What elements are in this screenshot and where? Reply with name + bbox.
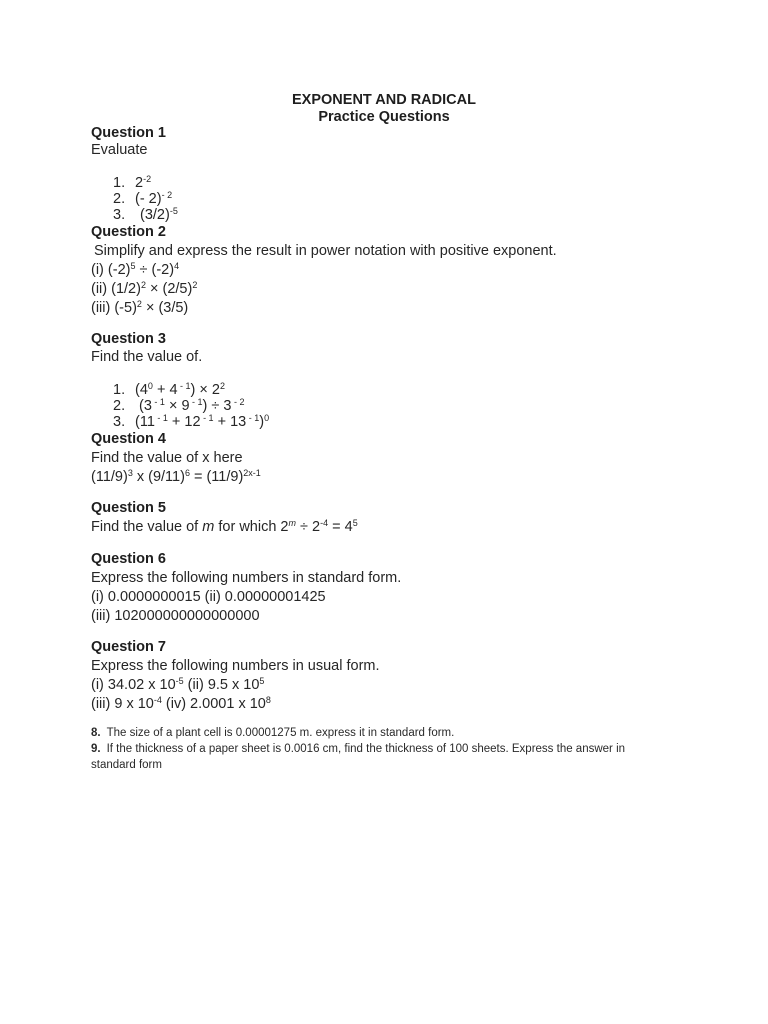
expression-text: (4 (135, 382, 148, 398)
question-2-heading: Question 2 (91, 224, 166, 240)
page-title: EXPONENT AND RADICAL (292, 92, 476, 108)
exponent: - 2 (231, 397, 245, 407)
question-number: 8. (91, 727, 101, 739)
exponent: 2 (140, 280, 146, 290)
exponent: -4 (320, 518, 329, 528)
exponent: 5 (259, 676, 265, 686)
expression-text: (11/9) (91, 469, 128, 485)
item-number: 1. (113, 175, 126, 191)
exponent: -4 (153, 695, 162, 705)
expression-text: ) ÷ 3 (202, 398, 232, 414)
exponent: - 1 (200, 413, 214, 423)
exponent: - 2 (161, 190, 173, 200)
exponent: 5 (352, 518, 358, 528)
question-2-instruction: Simplify and express the result in power notation with positive exponent. (94, 243, 557, 259)
question-6-instruction: Express the following numbers in standard form. (91, 570, 402, 586)
expression-text: + 12 (167, 414, 201, 430)
expression-text: = (11/9) (189, 469, 244, 485)
question-6-heading: Question 6 (91, 551, 166, 567)
question-1-instruction: Evaluate (91, 142, 148, 158)
question-3-item-1 (113, 382, 225, 398)
question-6-line-2: (iii) 102000000000000000 (91, 608, 260, 624)
question-9 (91, 741, 661, 773)
question-3-instruction: Find the value of. (91, 349, 203, 365)
exponent: - 1 (154, 413, 168, 423)
question-2-part-ii (91, 281, 197, 297)
question-text: If the thickness of a paper sheet is 0.0016 cm, find the thickness of 100 sheets. Express the answer in standard form (91, 743, 626, 771)
expression-text: (3 (135, 398, 152, 414)
exponent: -2 (143, 174, 152, 184)
expression-text: × (3/5) (141, 300, 189, 316)
question-2-part-iii (91, 300, 188, 316)
question-3-item-2 (113, 398, 244, 414)
question-3-heading: Question 3 (91, 331, 166, 347)
page-subtitle: Practice Questions (318, 109, 450, 125)
exponent: -5 (175, 676, 184, 686)
expression-text: = 4 (328, 519, 353, 535)
question-1-heading: Question 1 (91, 125, 166, 141)
question-1-item-1 (113, 175, 151, 191)
expression-text: (i) 34.02 x 10 (91, 677, 176, 693)
exponent: 2x-1 (243, 468, 261, 478)
expression-text: (11 (135, 414, 155, 430)
question-5-heading: Question 5 (91, 500, 166, 516)
exponent: - 1 (177, 381, 191, 391)
question-7-line-2 (91, 696, 271, 712)
exponent: - 1 (246, 413, 260, 423)
expression-text: (ii) 9.5 x 10 (183, 677, 260, 693)
item-number: 1. (113, 382, 126, 398)
exponent: m (288, 518, 296, 528)
expression-base: (3/2) (140, 207, 170, 223)
exponent: 3 (127, 468, 133, 478)
expression-text: × 9 (164, 398, 190, 414)
exponent: - 1 (151, 397, 165, 407)
expression-text: (ii) (1/2) (91, 281, 141, 297)
expression-base: 2 (135, 175, 144, 191)
exponent: 2 (219, 381, 225, 391)
item-number: 2. (113, 398, 126, 414)
question-number: 9. (91, 743, 101, 755)
expression-text: (iii) 9 x 10 (91, 696, 154, 712)
exponent: - 1 (189, 397, 203, 407)
exponent: 4 (174, 261, 180, 271)
question-7-heading: Question 7 (91, 639, 166, 655)
expression-text: ÷ (-2) (135, 262, 175, 278)
exponent: 5 (130, 261, 136, 271)
question-1-item-3 (113, 207, 178, 223)
question-4-equation (91, 469, 261, 485)
expression-text: ) × 2 (190, 382, 220, 398)
expression-text: x (9/11) (132, 469, 185, 485)
question-text: The size of a plant cell is 0.00001275 m. express it in standard form. (106, 727, 455, 739)
expression-text: + 13 (213, 414, 247, 430)
expression-text: ) (259, 414, 265, 430)
expression-text: × (2/5) (145, 281, 193, 297)
question-4-heading: Question 4 (91, 431, 166, 447)
variable: m (202, 519, 215, 535)
question-7-instruction: Express the following numbers in usual form. (91, 658, 380, 674)
expression-text: (iii) (-5) (91, 300, 137, 316)
exponent: 2 (136, 299, 142, 309)
expression-text: (i) (-2) (91, 262, 131, 278)
question-5-equation (91, 519, 358, 535)
expression-text: + 4 (152, 382, 178, 398)
exponent: 2 (192, 280, 198, 290)
exponent: 0 (264, 413, 270, 423)
exponent: -5 (169, 206, 178, 216)
exponent: 8 (265, 695, 271, 705)
expression-text: ÷ 2 (296, 519, 321, 535)
expression-text: (iv) 2.0001 x 10 (161, 696, 266, 712)
expression-text: for which 2 (214, 519, 289, 535)
question-2-part-i (91, 262, 179, 278)
question-6-line-1: (i) 0.0000000015 (ii) 0.00000001425 (91, 589, 326, 605)
expression-base: (- 2) (135, 191, 162, 207)
question-8 (91, 727, 454, 739)
exponent: 6 (184, 468, 190, 478)
item-number: 3. (113, 414, 126, 430)
question-1-item-2 (113, 191, 172, 207)
question-7-line-1 (91, 677, 264, 693)
item-number: 2. (113, 191, 126, 207)
expression-text: Find the value of (91, 519, 203, 535)
exponent: 0 (147, 381, 153, 391)
question-3-item-3 (113, 414, 269, 430)
item-number: 3. (113, 207, 126, 223)
question-4-instruction: Find the value of x here (91, 450, 243, 466)
